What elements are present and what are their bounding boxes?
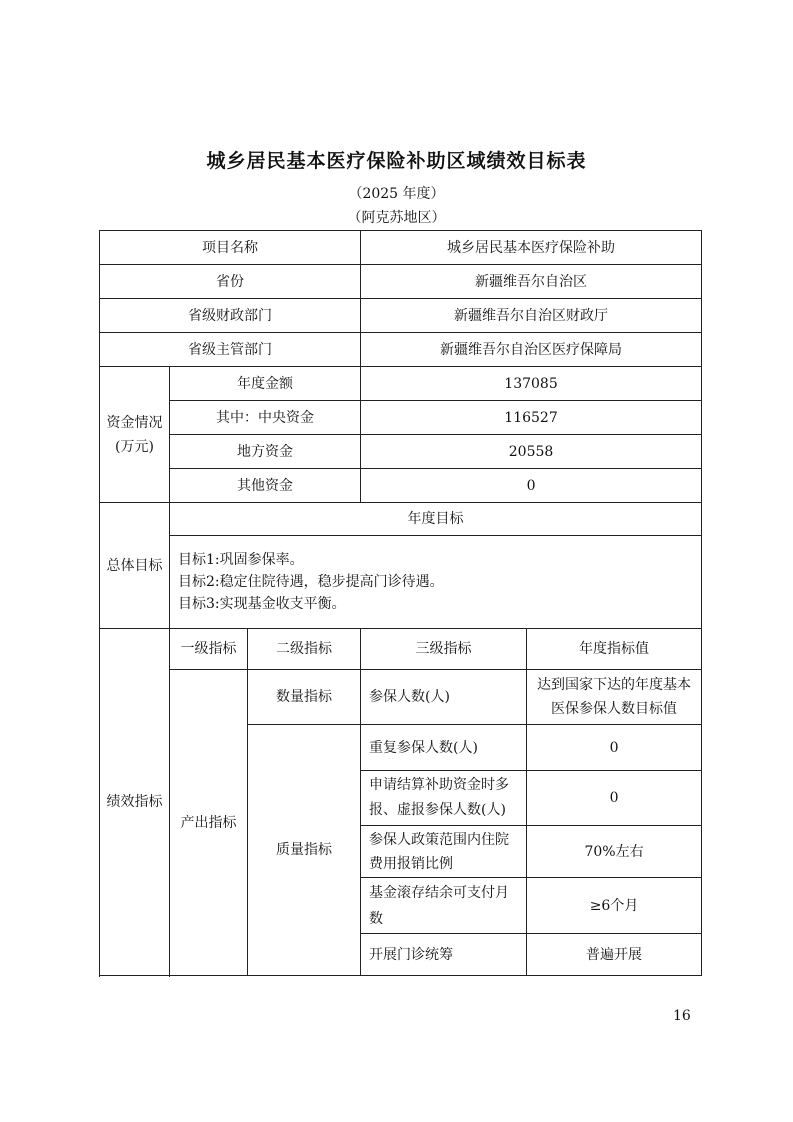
central-funds-label: 其中：中央资金 — [170, 401, 361, 435]
goal-item: 目标2:稳定住院待遇，稳步提高门诊待遇。 — [178, 574, 444, 590]
table-row — [100, 670, 702, 725]
annual-amount-label: 年度金额 — [170, 367, 361, 401]
local-funds-value: 20558 — [361, 435, 702, 469]
indicator-value: 0 — [527, 725, 702, 771]
table-row — [100, 333, 702, 367]
table-row — [100, 503, 702, 536]
goal-item: 目标3:实现基金收支平衡。 — [178, 596, 346, 612]
central-funds-value: 116527 — [361, 401, 702, 435]
annual-amount-value: 137085 — [361, 367, 702, 401]
province-label: 省份 — [100, 265, 361, 299]
level2-quantity: 数量指标 — [248, 670, 361, 725]
performance-group-label: 绩效指标 — [100, 629, 170, 976]
table-row — [100, 299, 702, 333]
indicator-name: 参保人数(人) — [361, 670, 527, 725]
finance-dept-value: 新疆维吾尔自治区财政厅 — [361, 299, 702, 333]
indicator-value: 70%左右 — [527, 826, 702, 878]
province-value: 新疆维吾尔自治区 — [361, 265, 702, 299]
indicator-name: 重复参保人数(人) — [361, 725, 527, 771]
col-header-value: 年度指标值 — [527, 629, 702, 670]
level1-output: 产出指标 — [170, 670, 248, 976]
table-row — [100, 536, 702, 629]
annual-goal-list — [170, 536, 702, 629]
page-number: 16 — [673, 1008, 691, 1024]
col-header-level3: 三级指标 — [361, 629, 527, 670]
page-title: 城乡居民基本医疗保险补助区域绩效目标表 — [206, 150, 587, 172]
indicator-value: 0 — [527, 771, 702, 826]
supervisor-dept-label: 省级主管部门 — [100, 333, 361, 367]
table-row — [100, 265, 702, 299]
table-row — [100, 469, 702, 503]
annual-goal-header: 年度目标 — [170, 503, 702, 536]
supervisor-dept-value: 新疆维吾尔自治区医疗保障局 — [361, 333, 702, 367]
level2-quality: 质量指标 — [248, 725, 361, 976]
col-header-level1: 一级指标 — [170, 629, 248, 670]
project-name-value: 城乡居民基本医疗保险补助 — [361, 231, 702, 265]
indicator-name: 开展门诊统筹 — [361, 934, 527, 976]
table-row — [100, 629, 702, 670]
table-row — [100, 231, 702, 265]
indicator-name: 参保人政策范围内住院费用报销比例 — [361, 826, 527, 878]
indicator-name: 基金滚存结余可支付月数 — [361, 878, 527, 934]
table-row — [100, 435, 702, 469]
other-funds-value: 0 — [361, 469, 702, 503]
project-name-label: 项目名称 — [100, 231, 361, 265]
indicator-value: ≥6个月 — [527, 878, 702, 934]
local-funds-label: 地方资金 — [170, 435, 361, 469]
year-subtitle: （2025 年度） — [348, 186, 445, 202]
indicator-value: 普遍开展 — [527, 934, 702, 976]
performance-goal-table — [99, 230, 702, 976]
region-subtitle: （阿克苏地区） — [347, 210, 446, 226]
finance-dept-label: 省级财政部门 — [100, 299, 361, 333]
table-row — [100, 367, 702, 401]
overall-goal-label: 总体目标 — [100, 503, 170, 629]
goal-item: 目标1:巩固参保率。 — [178, 552, 304, 568]
col-header-level2: 二级指标 — [248, 629, 361, 670]
indicator-value: 达到国家下达的年度基本医保参保人数目标值 — [527, 670, 702, 725]
indicator-name: 申请结算补助资金时多报、虚报参保人数(人) — [361, 771, 527, 826]
funds-group-label: 资金情况(万元) — [100, 367, 170, 503]
table-row — [100, 401, 702, 435]
other-funds-label: 其他资金 — [170, 469, 361, 503]
